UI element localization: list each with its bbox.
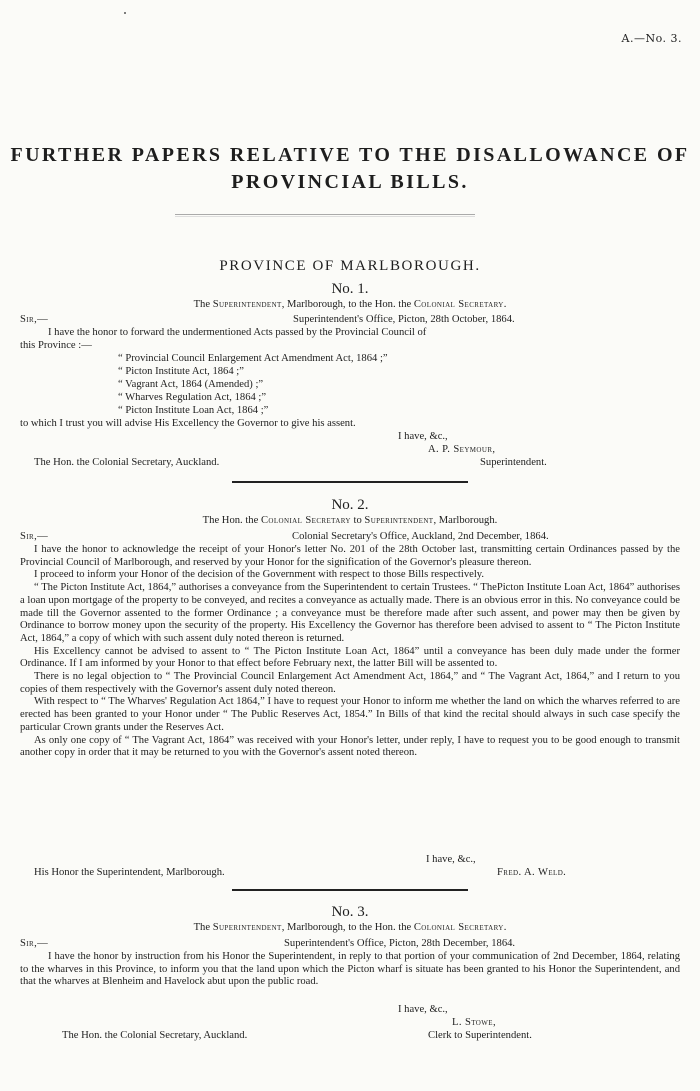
letter-1-addressee: The Hon. the Colonial Secretary, Auckland. (34, 457, 220, 468)
letter-1-signatory-title: Superintendent. (480, 457, 547, 468)
document-title (0, 142, 700, 195)
ink-speck (124, 12, 126, 14)
letter-1-body-line-2: this Province :— (20, 340, 92, 351)
letter-3-header: The Superintendent, Marlborough, to the Hon. the Colonial Secretary. (193, 922, 507, 933)
letter-2-body (20, 544, 680, 760)
letter-3-place-date: Superintendent's Office, Picton, 28th December, 1864. (284, 938, 516, 949)
paragraph: His Excellency cannot be advised to assent to “ The Picton Institute Loan Act, 1864” until a conveyance has been duly made under the former Ordinance. If I am informed by your Honor to that effect before February next, the latter Bill will be assented to. (20, 645, 680, 670)
letter-3-signatory-title: Clerk to Superintendent. (428, 1030, 532, 1041)
paragraph: I proceed to inform your Honor of the decision of the Government with respect to those Bills respectively. (34, 569, 485, 581)
section-divider (232, 481, 468, 483)
act-item: “ Picton Institute Loan Act, 1864 ;” (118, 405, 269, 416)
title-divider (175, 214, 475, 217)
letter-2-signatory: Fred. A. Weld. (497, 867, 567, 878)
act-item: “ Provincial Council Enlargement Act Amendment Act, 1864 ;” (118, 353, 388, 364)
letter-1-closing: to which I trust you will advise His Excellency the Governor to give his assent. (20, 418, 356, 429)
title-line-1: FURTHER PAPERS RELATIVE TO THE DISALLOWANCE OF (10, 144, 690, 166)
paragraph: With respect to “ The Wharves' Regulation Act 1864,” I have to request your Honor to inform me whether the land on which the wharves referred to are erected has been granted to your Honor under “ The Public Reserves Act, 1854.” In Bills of that kind the recital should always in such case specify the particular Crown grants under the Reserves Act. (20, 696, 680, 733)
letter-1-number: No. 1. (331, 281, 369, 297)
paragraph: I have the honor by instruction from his Honor the Superintendent, in reply to that portion of your communication of 2nd December, 1864, relating to the wharves in this Province, to inform you that the land upon which the Picton wharf is situate has been granted to his Honor the Superintendent, and that the wharves at Blenheim and Havelock abut upon the public road. (20, 951, 680, 988)
letter-3-body (20, 951, 680, 989)
act-item: “ Vagrant Act, 1864 (Amended) ;” (118, 379, 264, 390)
page-reference: A.—No. 3. (621, 32, 682, 45)
letter-3-addressee: The Hon. the Colonial Secretary, Auckland. (62, 1030, 248, 1041)
paragraph: I have the honor to acknowledge the receipt of your Honor's letter No. 201 of the 28th October last, transmitting certain Ordinances passed by the Provincial Council of Marlborough, and reserved by your Honor for the signification of the Governor's pleasure thereon. (20, 544, 680, 568)
paragraph: “ The Picton Institute Act, 1864,” authorises a conveyance from the Superintendent to certain Trustees. “ ThePicton Institute Loan Act, 1864” authorises a loan upon mortgage of the property to be conveyed, and recites a conveyance as actually made. There is an obvious error in this. No conveyance could be made till the Governor assented to the former Ordinance ; a conveyance must be therefore made after such assent, and power may then be given by Ordinance to borrow money upon the security of the property. His Excellency the Governor has therefore been advised to assent to “ The Picton Institute Act, 1864,” a copy of which with such assent duly noted thereon is returned. (20, 582, 680, 644)
section-divider (232, 889, 468, 891)
letter-1-sign-off: I have, &c., (398, 431, 448, 442)
letter-3-sign-off: I have, &c., (398, 1004, 448, 1015)
letter-1-signatory: A. P. Seymour, (428, 444, 496, 455)
letter-2-sign-off: I have, &c., (426, 854, 476, 865)
letter-3-salutation: Sir,— (20, 938, 49, 949)
letter-3-number: No. 3. (331, 904, 369, 920)
letter-1-place-date: Superintendent's Office, Picton, 28th October, 1864. (293, 314, 515, 325)
province-heading: PROVINCE OF MARLBOROUGH. (219, 258, 481, 274)
act-item: “ Picton Institute Act, 1864 ;” (118, 366, 244, 377)
title-line-2: PROVINCIAL BILLS. (231, 171, 469, 193)
letter-2-addressee: His Honor the Superintendent, Marlborough. (34, 867, 225, 878)
letter-2-salutation: Sir,— (20, 531, 49, 542)
letter-2-number: No. 2. (331, 497, 369, 513)
letter-3-signatory: L. Stowe, (452, 1017, 496, 1028)
paragraph: There is no legal objection to “ The Provincial Council Enlargement Act Amendment Act, 1864,” and “ The Vagrant Act, 1864,” and I return to you copies of them respectively with the Governor's assent duly noted thereon. (20, 671, 680, 695)
paragraph: As only one copy of “ The Vagrant Act, 1864” was received with your Honor's letter, under reply, I have to request you to be good enough to transmit another copy in order that it may be returned to you with the Governor's assent noted thereon. (20, 734, 680, 759)
letter-1-body-line-1: I have the honor to forward the undermentioned Acts passed by the Provincial Council of (48, 327, 427, 338)
letter-1-salutation: Sir,— (20, 314, 49, 325)
letter-2-place-date: Colonial Secretary's Office, Auckland, 2nd December, 1864. (292, 531, 549, 542)
act-item: “ Wharves Regulation Act, 1864 ;” (118, 392, 267, 403)
letter-2-header: The Hon. the Colonial Secretary to Superintendent, Marlborough. (202, 515, 498, 526)
letter-1-header: The Superintendent, Marlborough, to the Hon. the Colonial Secretary. (193, 299, 507, 310)
